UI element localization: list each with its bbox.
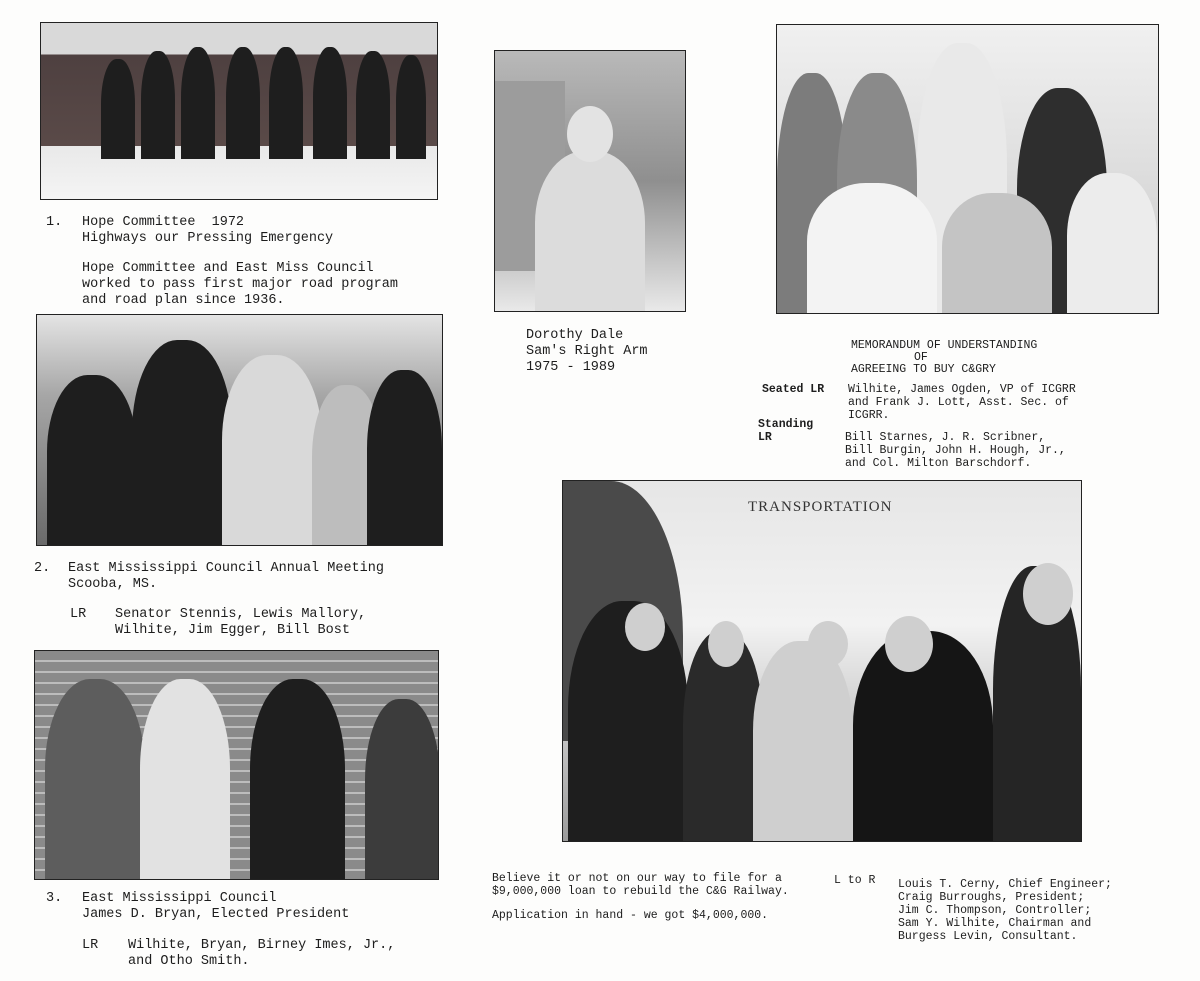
memo-standing-line2: Bill Burgin, John H. Hough, Jr., [845,444,1066,457]
memo-standing-label-line2: LR [758,431,772,444]
memo-standing-line1: Bill Starnes, J. R. Scribner, [845,431,1046,444]
section1-body-line2: worked to pass first major road program [82,277,398,292]
section3-names-line2: and Otho Smith. [128,954,250,969]
photo-dorothy-dale [494,50,686,312]
photo-memorandum-signing [776,24,1159,314]
section2-lr-label: LR [70,607,87,622]
section1-body-line3: and road plan since 1936. [82,293,285,308]
transport-names-line5: Burgess Levin, Consultant. [898,930,1078,943]
section1-body-line1: Hope Committee and East Miss Council [82,261,374,276]
photo-hope-committee [40,22,438,200]
memo-heading-line3: AGREEING TO BUY C&GRY [851,363,996,376]
section1-title: Hope Committee 1972 [82,215,245,230]
section1-number: 1. [46,215,63,230]
section2-number: 2. [34,561,51,576]
memo-seated-line1: Wilhite, James Ogden, VP of ICGRR [848,383,1076,396]
memo-seated-line3: ICGRR. [848,409,890,422]
transport-ltor-label: L to R [834,874,876,887]
transport-names-line3: Jim C. Thompson, Controller; [898,904,1092,917]
section2-names-line1: Senator Stennis, Lewis Mallory, [115,607,367,622]
transport-names-line4: Sam Y. Wilhite, Chairman and [898,917,1092,930]
section3-title: East Mississippi Council [82,891,277,906]
section3-subtitle: James D. Bryan, Elected President [82,907,350,922]
transport-note: Application in hand - we got $4,000,000. [492,909,769,922]
dorothy-years: 1975 - 1989 [526,360,616,375]
section2-title: East Mississippi Council Annual Meeting [68,561,384,576]
photo-annual-meeting [36,314,443,546]
photo-council-president [34,650,439,880]
section1-subtitle: Highways our Pressing Emergency [82,231,334,246]
section2-names-line2: Wilhite, Jim Egger, Bill Bost [115,623,350,638]
memo-standing-line3: and Col. Milton Barschdorf. [845,457,1032,470]
transport-caption-line1: Believe it or not on our way to file for a [492,872,782,885]
transport-names-line2: Craig Burroughs, President; [898,891,1085,904]
memo-heading-line1: MEMORANDUM OF UNDERSTANDING [851,339,1038,352]
section2-subtitle: Scooba, MS. [68,577,158,592]
memo-standing-label-line1: Standing [758,418,814,431]
dorothy-role: Sam's Right Arm [526,344,648,359]
transportation-sign-text: TRANSPORTATION [748,499,893,515]
section3-names-line1: Wilhite, Bryan, Birney Imes, Jr., [128,938,396,953]
memo-seated-label: Seated LR [762,383,825,396]
photo-transportation-group [562,480,1082,842]
dorothy-name: Dorothy Dale [526,328,624,343]
transport-caption-line2: $9,000,000 loan to rebuild the C&G Railway. [492,885,789,898]
section3-lr-label: LR [82,938,99,953]
memo-seated-line2: and Frank J. Lott, Asst. Sec. of [848,396,1069,409]
section3-number: 3. [46,891,63,906]
memo-heading-line2: OF [914,351,928,364]
transport-names-line1: Louis T. Cerny, Chief Engineer; [898,878,1112,891]
